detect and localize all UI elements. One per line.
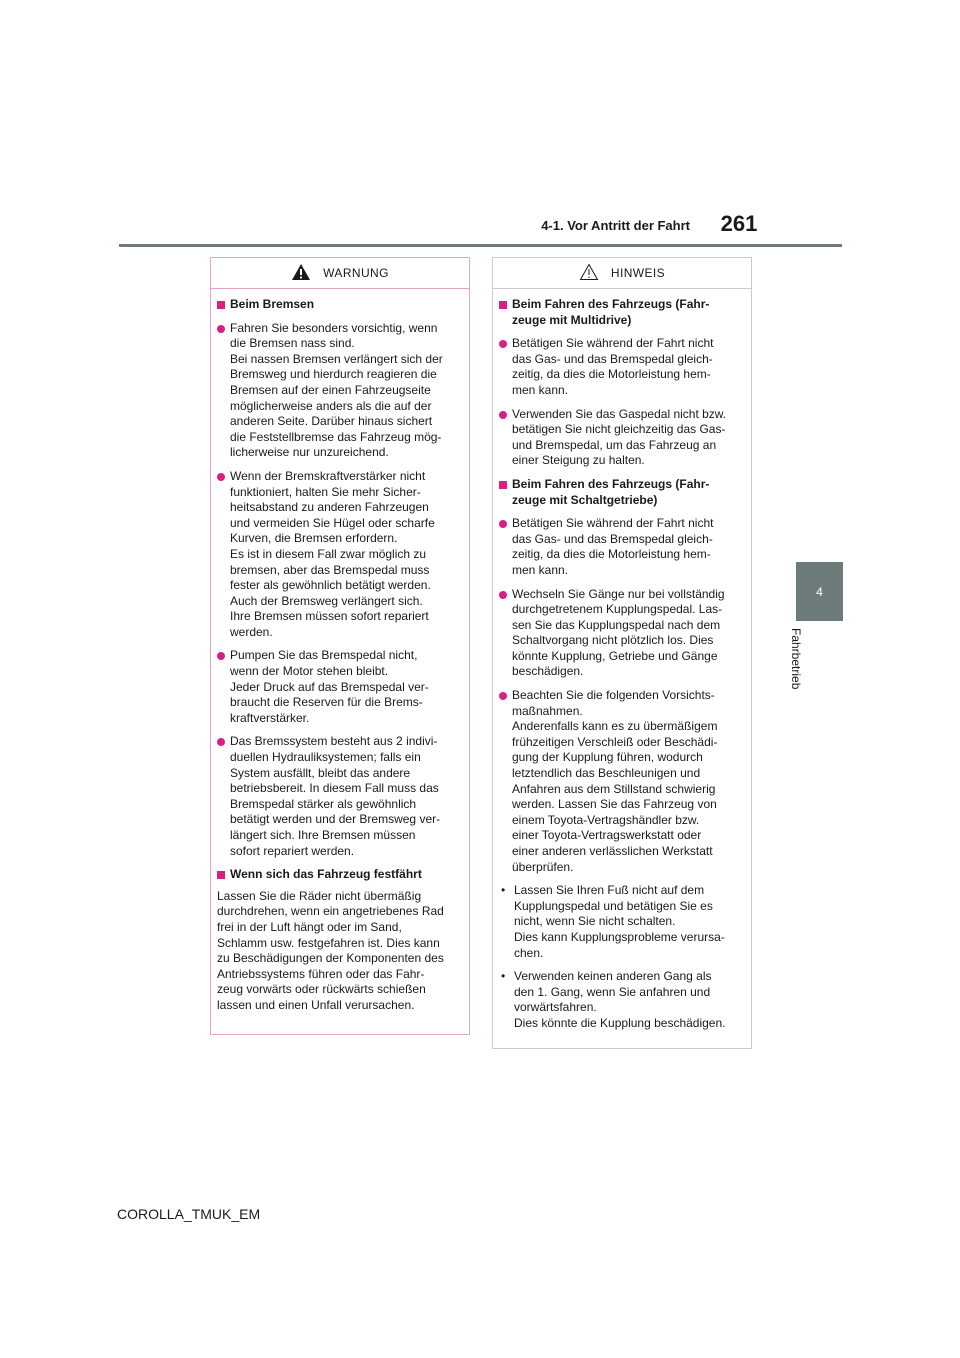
- note-box-header: [493, 258, 751, 289]
- circle-bullet-icon: [499, 411, 507, 419]
- chapter-tab: [796, 562, 843, 621]
- list-item: Das Bremssystem besteht aus 2 indivi- duellen Hydrauliksystemen; falls ein System ausfällt, bleibt das andere betriebsbereit. In diesem Fall muss das Bremspedal stärker als gewöhnlich betätigt werden und der Bremsweg ver- längert sich. Ihre Bremsen müssen sofort repariert werden.: [217, 734, 461, 859]
- circle-bullet-icon: [217, 738, 225, 746]
- circle-bullet-icon: [499, 692, 507, 700]
- square-bullet-icon: [217, 301, 225, 309]
- warning-box-title: WARNUNG: [323, 266, 389, 280]
- sub-bullet-item: • Lassen Sie Ihren Fuß nicht auf dem Kupplungspedal und betätigen Sie es nicht, wenn Sie nicht schalten. Dies kann Kupplungsprobleme verursa- chen.: [501, 883, 725, 960]
- list-item: Beachten Sie die folgenden Vorsichts- maßnahmen. Anderenfalls kann es zu übermäßigem frühzeitigen Verschleiß oder Beschädi- gung der Kupplung führen, wodurch letztendlich das Beschleunigen und Anfahren aus dem Stillstand schwierig werden. Lassen Sie das Fahrzeug von einem Toyota-Vertragshändler bzw. einer Toyota-Vertragswerkstatt oder einer anderen verlässlichen Werkstatt überprüfen.: [499, 688, 743, 875]
- list-item: Betätigen Sie während der Fahrt nicht das Gas- und das Bremspedal gleich- zeitig, da dies die Motorleistung hem- men kann.: [499, 336, 743, 398]
- list-item: Wechseln Sie Gänge nur bei vollständig durchgetretenem Kupplungspedal. Las- sen Sie das Kupplungspedal nach dem Schaltvorgang nicht plötzlich los. Dies könnte Kupplung, Getriebe und Gänge beschädigen.: [499, 587, 743, 681]
- warning-box-body: [211, 289, 469, 1014]
- warning-box: [210, 257, 470, 1035]
- header-rule: [119, 244, 842, 247]
- paragraph: Lassen Sie die Räder nicht übermäßig durchdrehen, wenn ein angetriebenes Rad frei in der Luft hängt oder im Sand, Schlamm usw. festgefahren ist. Dies kann zu Beschädigungen der Komponenten des Antriebssystems führen oder das Fahr- zeug vorwärts oder rückwärts schießen lassen und einen Unfall verursachen.: [217, 888, 444, 1012]
- caution-triangle-icon: [579, 263, 599, 284]
- section-heading: Beim Bremsen: [217, 297, 461, 313]
- circle-bullet-icon: [217, 473, 225, 481]
- note-box: [492, 257, 752, 1049]
- sub-bullet-item: • Verwenden keinen anderen Gang als den 1. Gang, wenn Sie anfahren und vorwärtsfahren. Dies könnte die Kupplung beschädigen.: [501, 969, 726, 1030]
- list-item: Pumpen Sie das Bremspedal nicht, wenn der Motor stehen bleibt. Jeder Druck auf das Bremspedal ver- braucht die Reserven für die Brems- kraftverstärker.: [217, 648, 461, 726]
- header-section-title: 4-1. Vor Antritt der Fahrt: [541, 218, 690, 233]
- circle-bullet-icon: [499, 520, 507, 528]
- note-box-title: HINWEIS: [610, 266, 666, 280]
- warning-box-header: [211, 258, 469, 289]
- footer-model-code: COROLLA_TMUK_EM: [117, 1206, 261, 1222]
- circle-bullet-icon: [217, 325, 225, 333]
- square-bullet-icon: [499, 301, 507, 309]
- list-item: Verwenden Sie das Gaspedal nicht bzw. betätigen Sie nicht gleichzeitig das Gas- und Bremspedal, um das Fahrzeug an einer Steigung zu halten.: [499, 407, 743, 469]
- circle-bullet-icon: [217, 652, 225, 660]
- note-box-body: [493, 289, 751, 1032]
- chapter-label: Fahrbetrieb: [789, 628, 803, 690]
- list-item: Wenn der Bremskraftverstärker nicht funktioniert, halten Sie mehr Sicher- heitsabstand zu anderen Fahrzeugen und vermeiden Sie Hügel oder scharfe Kurven, die Bremsen erfordern. Es ist in diesem Fall zwar möglich zu bremsen, aber das Bremspedal muss fester als gewöhnlich betätigt werden. Auch der Bremsweg verlängert sich. Ihre Bremsen müssen sofort repariert werden.: [217, 469, 461, 641]
- list-item: Fahren Sie besonders vorsichtig, wenn die Bremsen nass sind. Bei nassen Bremsen verlängert sich der Bremsweg und hierdurch reagieren die Bremsen auf der einen Fahrzeugseite möglicherweise anders als die auf der anderen Seite. Darüber hinaus sichert die Feststellbremse das Fahrzeug mög- licherweise nur unzureichend.: [217, 321, 461, 461]
- page-number: 261: [720, 211, 758, 236]
- square-bullet-icon: [217, 871, 225, 879]
- circle-bullet-icon: [499, 340, 507, 348]
- chapter-number: 4: [816, 584, 823, 599]
- section-heading: Wenn sich das Fahrzeug festfährt: [217, 867, 461, 883]
- list-item: Betätigen Sie während der Fahrt nicht das Gas- und das Bremspedal gleich- zeitig, da dies die Motorleistung hem- men kann.: [499, 516, 743, 578]
- section-heading: Beim Fahren des Fahrzeugs (Fahr- zeuge mit Schaltgetriebe): [499, 477, 743, 508]
- section-heading: Beim Fahren des Fahrzeugs (Fahr- zeuge mit Multidrive): [499, 297, 743, 328]
- square-bullet-icon: [499, 481, 507, 489]
- small-bullet-icon: •: [501, 883, 506, 898]
- warning-triangle-icon: [291, 263, 311, 284]
- small-bullet-icon: •: [501, 969, 506, 984]
- circle-bullet-icon: [499, 591, 507, 599]
